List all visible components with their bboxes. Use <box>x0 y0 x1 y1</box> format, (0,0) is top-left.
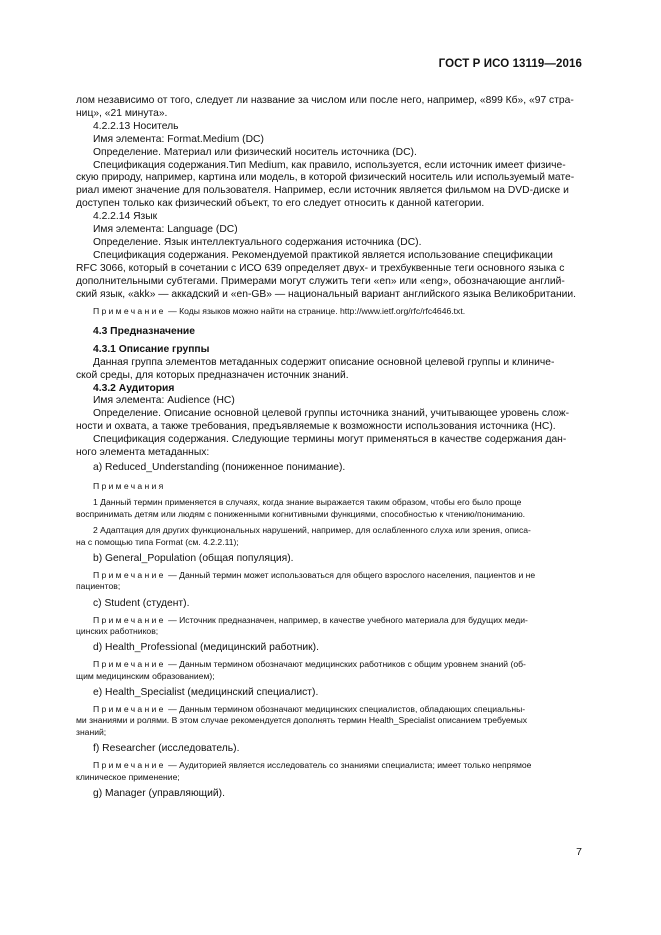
text-line: 1 Данный термин применяется в случаях, когда знание выражается таким образом, чтобы его было проще <box>93 497 522 508</box>
text-line: ской среды, для которых предназначен источник знаний. <box>76 369 349 381</box>
clause-4-3-1-heading: 4.3.1 Описание группы <box>93 343 210 355</box>
note-label: Примечание <box>93 760 166 771</box>
intro-paragraph <box>76 95 584 121</box>
list-item-f: f) Researcher (исследователь). <box>93 743 240 755</box>
clause-4-2-2-14-definition: Определение. Язык интеллектуального содержания источника (DC). <box>93 236 422 248</box>
clause-4-2-2-14-title: 4.2.2.14 Язык <box>93 211 158 223</box>
list-item-c: c) Student (студент). <box>93 597 190 609</box>
text-line: доступен только как физический объект, то его следует относить к данной категории. <box>76 198 485 210</box>
note-label: Примечание <box>93 305 166 316</box>
note-d <box>76 659 584 682</box>
page-header-standard: ГОСТ Р ИСО 13119—2016 <box>438 58 582 70</box>
document-body <box>76 95 584 801</box>
text-line: — Данным термином обозначают медицинских специалистов, обладающих специальны- <box>165 703 526 714</box>
text-line: ного элемента метаданных: <box>76 447 210 459</box>
clause-4-3-2-element-name: Имя элемента: Audience (HC) <box>93 395 235 407</box>
clause-4-2-2-13-definition: Определение. Материал или физический носитель источника (DC). <box>93 146 417 158</box>
text-line: клиническое применение; <box>76 771 180 782</box>
note-a-1 <box>76 497 584 520</box>
note-c <box>76 615 584 638</box>
note-label: Примечание <box>93 659 166 670</box>
text-line: — Источник предназначен, например, в качестве учебного материала для будущих меди- <box>165 614 528 625</box>
note-label: Примечание <box>93 569 166 580</box>
text-line: воспринимать детям или людям с пониженными когнитивными функциями, способностью к чтению/пониманию. <box>76 508 526 519</box>
clause-4-2-2-13-element-name: Имя элемента: Format.Medium (DC) <box>93 133 264 145</box>
text-line: цинских работников; <box>76 625 159 636</box>
text-line: 2 Адаптация для других функциональных нарушений, например, для ослабленного слуха или зрения, описа- <box>93 525 531 536</box>
text-line: ми знаниями и ролями. В этом случае рекомендуется дополнять термин Health_Specialist описанием требуемых <box>76 715 528 726</box>
note-label: Примечание <box>93 703 166 714</box>
section-4-3-heading: 4.3 Предназначение <box>93 325 195 337</box>
text-line: пациентов; <box>76 581 121 592</box>
notes-label <box>76 481 584 492</box>
list-item-b: b) General_Population (общая популяция). <box>93 552 294 564</box>
clause-4-3-2-heading: 4.3.2 Аудитория <box>93 382 175 394</box>
text-line: Определение. Описание основной целевой группы источника знаний, учитывающее уровень слож- <box>93 408 570 420</box>
text-line: лом независимо от того, следует ли название за числом или после него, например, «899 Кб», «97 стра- <box>76 95 574 106</box>
list-item-a: a) Reduced_Understanding (пониженное понимание). <box>93 461 346 473</box>
clause-4-2-2-14-element-name: Имя элемента: Language (DC) <box>93 224 238 236</box>
note-a-2 <box>76 525 584 548</box>
text-line: Данная группа элементов метаданных содержит описание основной целевой группы и клиниче- <box>93 356 555 368</box>
text-line: — Аудиторией является исследователь со знаниями специалиста; имеет только непрямое <box>165 760 532 771</box>
note-text: — Коды языков можно найти на странице. http://www.ietf.org/rfc/rfc4646.txt. <box>165 305 466 316</box>
clause-4-3-2-definition <box>76 408 584 434</box>
list-item-e: e) Health_Specialist (медицинский специалист). <box>93 687 319 699</box>
clause-4-2-2-13-specification <box>76 160 584 212</box>
note-f <box>76 760 584 783</box>
text-line: ский язык, «akk» — аккадский и «en-GB» — национальный вариант английского языка Великобритании. <box>76 288 577 300</box>
list-item-d: d) Health_Professional (медицинский работник). <box>93 642 319 654</box>
text-line: знаний; <box>76 726 107 737</box>
clause-4-3-2-specification <box>76 434 584 460</box>
clause-4-3-1-text <box>76 357 584 383</box>
text-line: дополнительными субтегами. Примерами могут служить теги «en» или «eng», обозначающие англий- <box>76 275 565 287</box>
text-line: Спецификация содержания. Рекомендуемой практикой является использование спецификации <box>93 249 553 261</box>
text-line: Спецификация содержания.Тип Medium, как правило, используется, если источник имеет физиче- <box>93 159 566 171</box>
text-line: скую природу, например, картина или модель, в которой физический носитель или используемый мате- <box>76 172 575 184</box>
text-line: — Данным термином обозначают медицинских работников с общим уровнем знаний (об- <box>165 659 526 670</box>
text-line: риал имеют значение для пользователя. Например, если источник является фильмом на DVD-диске и <box>76 185 569 197</box>
text-line: RFC 3066, который в сочетании с ИСО 639 определяет двух- и трехбуквенные теги основного языка с <box>76 262 565 274</box>
note-e <box>76 704 584 738</box>
notes-label-text: Примечания <box>93 480 166 491</box>
clause-4-2-2-14-specification <box>76 250 584 302</box>
text-line: Спецификация содержания. Следующие термины могут применяться в качестве содержания дан- <box>93 434 567 446</box>
note-label: Примечание <box>93 614 166 625</box>
text-line: щим медицинским образованием); <box>76 670 215 681</box>
note-language-codes <box>76 306 584 317</box>
note-b <box>76 570 584 593</box>
page-number: 7 <box>576 846 582 858</box>
list-item-g: g) Manager (управляющий). <box>93 787 225 799</box>
text-line: ниц», «21 минута». <box>76 107 168 119</box>
text-line: ности и охвата, а также требования, предъявляемые к возможности использования источника (HC). <box>76 421 556 433</box>
text-line: на с помощью типа Format (см. 4.2.2.11); <box>76 536 239 547</box>
text-line: — Данный термин может использоваться для общего взрослого населения, пациентов и не <box>165 569 536 580</box>
clause-4-2-2-13-title: 4.2.2.13 Носитель <box>93 120 179 132</box>
